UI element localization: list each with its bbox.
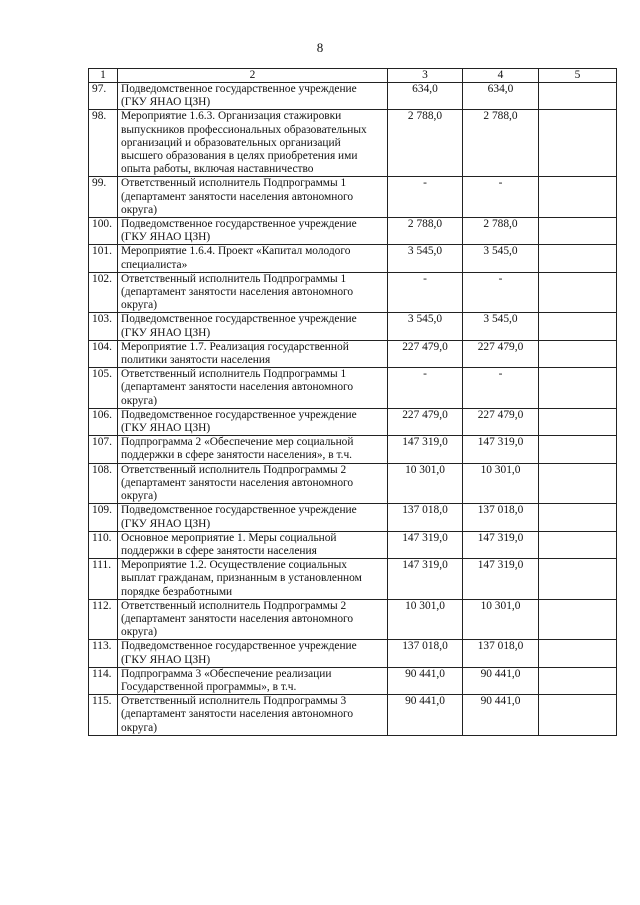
row-description: Подведомственное государственное учреждение (ГКУ ЯНАО ЦЗН)	[118, 83, 388, 110]
value-col5	[539, 110, 617, 177]
row-number: 97.	[89, 83, 118, 110]
value-col4: 634,0	[463, 83, 539, 110]
value-col4: -	[463, 177, 539, 218]
value-col3: 10 301,0	[388, 463, 463, 504]
table-row	[89, 463, 617, 504]
value-col3: 2 788,0	[388, 218, 463, 245]
row-description: Мероприятие 1.2. Осуществление социальных выплат гражданам, признанным в установленном порядке безработными	[118, 559, 388, 600]
row-number: 112.	[89, 599, 118, 640]
value-col3: 227 479,0	[388, 340, 463, 367]
table-row	[89, 177, 617, 218]
value-col4: 137 018,0	[463, 504, 539, 531]
value-col3: -	[388, 272, 463, 313]
row-description: Мероприятие 1.7. Реализация государственной политики занятости населения	[118, 340, 388, 367]
table-row	[89, 531, 617, 558]
value-col5	[539, 436, 617, 463]
value-col3: 10 301,0	[388, 599, 463, 640]
row-description: Подпрограмма 3 «Обеспечение реализации Государственной программы», в т.ч.	[118, 667, 388, 694]
value-col4: 147 319,0	[463, 531, 539, 558]
value-col5	[539, 368, 617, 409]
table-row	[89, 436, 617, 463]
value-col3: 90 441,0	[388, 695, 463, 736]
value-col3: 2 788,0	[388, 110, 463, 177]
header-cell: 1	[89, 69, 118, 83]
row-description: Мероприятие 1.6.3. Организация стажировки выпускников профессиональных образовательных организаций и образовательных организаций высшего образования в целях приобретения ими опыта работы, включая наставничество	[118, 110, 388, 177]
row-description: Подпрограмма 2 «Обеспечение мер социальной поддержки в сфере занятости населения», в т.ч.	[118, 436, 388, 463]
value-col4: 90 441,0	[463, 667, 539, 694]
value-col5	[539, 245, 617, 272]
row-description: Подведомственное государственное учреждение (ГКУ ЯНАО ЦЗН)	[118, 408, 388, 435]
row-description: Ответственный исполнитель Подпрограммы 2 (департамент занятости населения автономного округа)	[118, 599, 388, 640]
value-col4: 227 479,0	[463, 408, 539, 435]
table-row	[89, 368, 617, 409]
table-row	[89, 110, 617, 177]
table-header-row	[89, 69, 617, 83]
value-col3: 3 545,0	[388, 313, 463, 340]
value-col5	[539, 177, 617, 218]
value-col5	[539, 695, 617, 736]
row-description: Ответственный исполнитель Подпрограммы 1 (департамент занятости населения автономного округа)	[118, 368, 388, 409]
value-col3: 227 479,0	[388, 408, 463, 435]
value-col5	[539, 504, 617, 531]
value-col4: 147 319,0	[463, 559, 539, 600]
header-cell: 3	[388, 69, 463, 83]
row-number: 100.	[89, 218, 118, 245]
table-row	[89, 504, 617, 531]
table-row	[89, 83, 617, 110]
table-row	[89, 667, 617, 694]
table-row	[89, 272, 617, 313]
table-row	[89, 245, 617, 272]
row-number: 111.	[89, 559, 118, 600]
table-row	[89, 640, 617, 667]
value-col5	[539, 83, 617, 110]
value-col5	[539, 313, 617, 340]
row-number: 108.	[89, 463, 118, 504]
value-col5	[539, 408, 617, 435]
table-row	[89, 599, 617, 640]
page-number: 8	[316, 40, 324, 55]
row-description: Ответственный исполнитель Подпрограммы 2 (департамент занятости населения автономного округа)	[118, 463, 388, 504]
row-number: 114.	[89, 667, 118, 694]
value-col5	[539, 667, 617, 694]
value-col5	[539, 559, 617, 600]
row-description: Ответственный исполнитель Подпрограммы 1 (департамент занятости населения автономного округа)	[118, 272, 388, 313]
row-description: Мероприятие 1.6.4. Проект «Капитал молодого специалиста»	[118, 245, 388, 272]
row-description: Ответственный исполнитель Подпрограммы 1 (департамент занятости населения автономного округа)	[118, 177, 388, 218]
value-col3: 634,0	[388, 83, 463, 110]
value-col5	[539, 218, 617, 245]
value-col4: 137 018,0	[463, 640, 539, 667]
value-col4: 90 441,0	[463, 695, 539, 736]
row-number: 101.	[89, 245, 118, 272]
header-cell: 2	[118, 69, 388, 83]
table-row	[89, 695, 617, 736]
value-col5	[539, 272, 617, 313]
row-number: 115.	[89, 695, 118, 736]
value-col4: 147 319,0	[463, 436, 539, 463]
row-description: Подведомственное государственное учреждение (ГКУ ЯНАО ЦЗН)	[118, 218, 388, 245]
table-row	[89, 313, 617, 340]
row-number: 113.	[89, 640, 118, 667]
value-col5	[539, 640, 617, 667]
value-col4: 3 545,0	[463, 313, 539, 340]
table-row	[89, 218, 617, 245]
row-number: 99.	[89, 177, 118, 218]
value-col5	[539, 463, 617, 504]
table-row	[89, 408, 617, 435]
value-col3: 147 319,0	[388, 436, 463, 463]
row-number: 106.	[89, 408, 118, 435]
value-col3: -	[388, 368, 463, 409]
value-col4: -	[463, 368, 539, 409]
value-col3: 3 545,0	[388, 245, 463, 272]
row-number: 110.	[89, 531, 118, 558]
header-cell: 5	[539, 69, 617, 83]
row-description: Основное мероприятие 1. Меры социальной поддержки в сфере занятости населения	[118, 531, 388, 558]
value-col3: 147 319,0	[388, 531, 463, 558]
value-col4: 10 301,0	[463, 599, 539, 640]
row-description: Подведомственное государственное учреждение (ГКУ ЯНАО ЦЗН)	[118, 504, 388, 531]
row-number: 109.	[89, 504, 118, 531]
value-col3: -	[388, 177, 463, 218]
row-number: 102.	[89, 272, 118, 313]
value-col4: 2 788,0	[463, 110, 539, 177]
row-number: 104.	[89, 340, 118, 367]
row-description: Подведомственное государственное учреждение (ГКУ ЯНАО ЦЗН)	[118, 640, 388, 667]
value-col3: 90 441,0	[388, 667, 463, 694]
row-number: 105.	[89, 368, 118, 409]
header-cell: 4	[463, 69, 539, 83]
value-col5	[539, 531, 617, 558]
row-number: 103.	[89, 313, 118, 340]
value-col4: 2 788,0	[463, 218, 539, 245]
value-col3: 147 319,0	[388, 559, 463, 600]
table-row	[89, 559, 617, 600]
value-col3: 137 018,0	[388, 640, 463, 667]
row-description: Ответственный исполнитель Подпрограммы 3 (департамент занятости населения автономного округа)	[118, 695, 388, 736]
budget-table	[88, 68, 617, 736]
row-number: 98.	[89, 110, 118, 177]
value-col4: 10 301,0	[463, 463, 539, 504]
table-row	[89, 340, 617, 367]
value-col3: 137 018,0	[388, 504, 463, 531]
row-description: Подведомственное государственное учреждение (ГКУ ЯНАО ЦЗН)	[118, 313, 388, 340]
value-col5	[539, 599, 617, 640]
row-number: 107.	[89, 436, 118, 463]
value-col4: 3 545,0	[463, 245, 539, 272]
value-col4: -	[463, 272, 539, 313]
value-col4: 227 479,0	[463, 340, 539, 367]
value-col5	[539, 340, 617, 367]
